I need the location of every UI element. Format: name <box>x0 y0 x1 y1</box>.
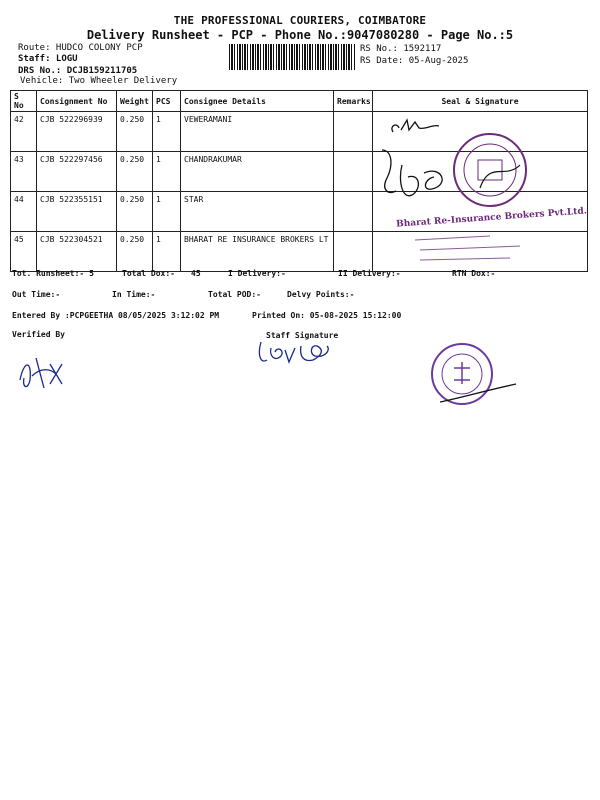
col-consignee: Consignee Details <box>181 91 334 112</box>
courier-office-stamp <box>420 340 520 410</box>
staff-signature-label: Staff Signature <box>266 331 339 340</box>
total-dox-label: Total Dox:- <box>122 269 175 278</box>
signature-row42 <box>385 112 445 140</box>
col-consignment: Consignment No <box>37 91 117 112</box>
cell-consignment: CJB 522355151 <box>37 192 117 232</box>
tot-runsheet: Tot. Runsheet:- 5 <box>12 269 94 278</box>
cell-remarks <box>334 192 373 232</box>
printed-on: Printed On: 05-08-2025 15:12:00 <box>252 311 402 320</box>
cell-remarks <box>334 232 373 272</box>
cell-consignment: CJB 522296939 <box>37 112 117 152</box>
cell-consignment: CJB 522297456 <box>37 152 117 192</box>
cell-sno: 45 <box>11 232 37 272</box>
cell-weight: 0.250 <box>117 192 153 232</box>
cell-consignment: CJB 522304521 <box>37 232 117 272</box>
col-seal: Seal & Signature <box>373 91 588 112</box>
col-sno: S No <box>11 91 37 112</box>
staff-label: Staff: LOGU <box>18 54 78 64</box>
cell-sno: 43 <box>11 152 37 192</box>
cell-sno: 42 <box>11 112 37 152</box>
cell-weight: 0.250 <box>117 152 153 192</box>
route-label: Route: HUDCO COLONY PCP <box>18 43 143 53</box>
cell-weight: 0.250 <box>117 232 153 272</box>
cell-pcs: 1 <box>153 232 181 272</box>
cell-pcs: 1 <box>153 152 181 192</box>
staff-signature <box>255 336 345 370</box>
circular-seal-stamp <box>450 130 530 210</box>
entered-by: Entered By :PCPGEETHA 08/05/2025 3:12:02 PM <box>12 311 220 320</box>
delvy-points: Delvy Points:- <box>287 290 355 299</box>
cell-consignee: CHANDRAKUMAR <box>181 152 334 192</box>
total-dox-value: 45 <box>191 269 201 278</box>
i-delivery: I Delivery:- <box>228 269 286 278</box>
table-header-row <box>11 91 588 112</box>
cell-consignee: VEWERAMANI <box>181 112 334 152</box>
drs-number: DRS No.: DCJB159211705 <box>18 66 138 76</box>
address-stamp-lines <box>410 230 530 270</box>
ii-delivery: II Delivery:- <box>338 269 401 278</box>
in-time: In Time:- <box>112 290 156 299</box>
insurance-company-stamp: Bharat Re-Insurance Brokers Pvt.Ltd. <box>395 206 588 230</box>
vehicle-label: Vehicle: Two Wheeler Delivery <box>20 76 178 86</box>
out-time: Out Time:- <box>12 290 61 299</box>
cell-pcs: 1 <box>153 192 181 232</box>
cell-weight: 0.250 <box>117 112 153 152</box>
col-remarks: Remarks <box>334 91 373 112</box>
col-pcs: PCS <box>153 91 181 112</box>
company-title: THE PROFESSIONAL COURIERS, COIMBATORE <box>173 14 427 27</box>
cell-consignee: BHARAT RE INSURANCE BROKERS LT <box>181 232 334 272</box>
rtn-dox: RTN Dox:- <box>452 269 496 278</box>
cell-sno: 44 <box>11 192 37 232</box>
cell-pcs: 1 <box>153 112 181 152</box>
rs-date: RS Date: 05-Aug-2025 <box>360 56 469 66</box>
barcode <box>229 44 356 70</box>
runsheet-subtitle: Delivery Runsheet - PCP - Phone No.:9047080280 - Page No.:5 <box>86 28 514 42</box>
cell-consignee: STAR <box>181 192 334 232</box>
cell-remarks <box>334 112 373 152</box>
col-weight: Weight <box>117 91 153 112</box>
rs-number: RS No.: 1592117 <box>360 44 442 54</box>
total-pod: Total POD:- <box>208 290 261 299</box>
verified-by-label: Verified By <box>12 330 65 339</box>
cell-remarks <box>334 152 373 192</box>
verified-signature <box>14 350 74 394</box>
